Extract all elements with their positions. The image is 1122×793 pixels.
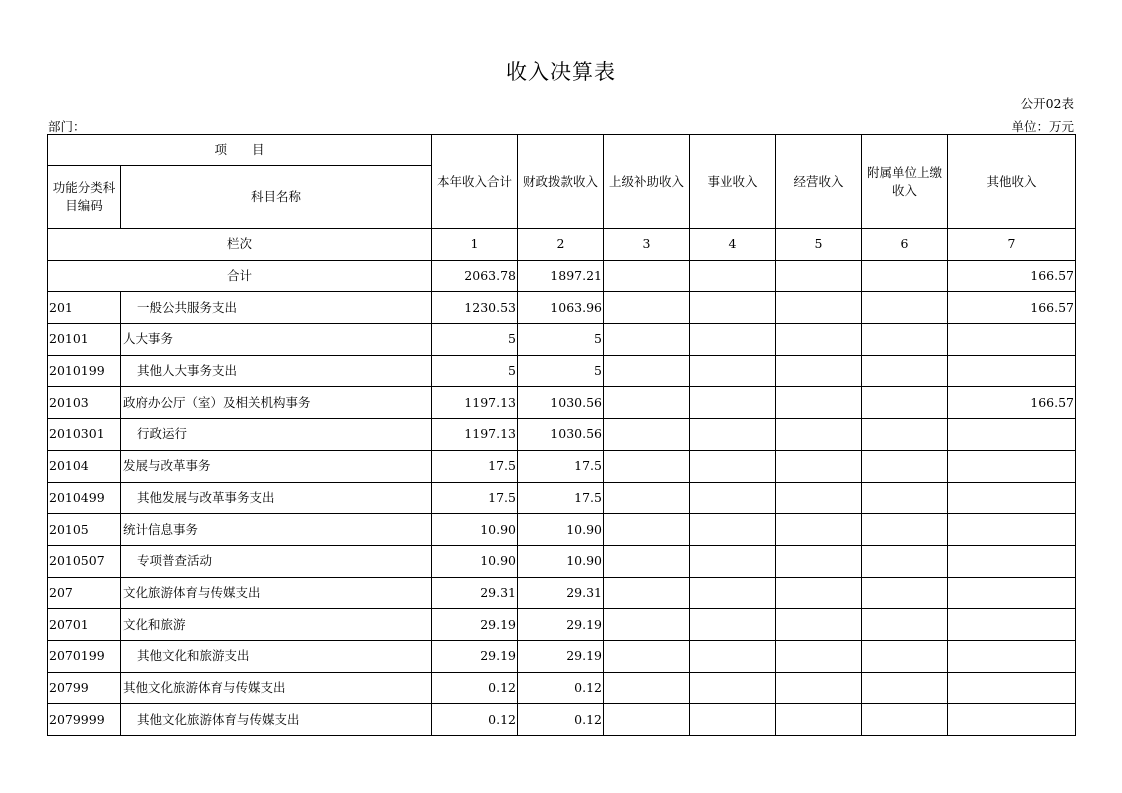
column-number: 1	[432, 229, 518, 261]
row-value	[862, 387, 948, 419]
row-code: 20799	[48, 672, 121, 704]
row-value	[690, 672, 776, 704]
row-value	[776, 387, 862, 419]
row-value	[948, 640, 1076, 672]
row-subject-name: 其他文化旅游体育与传媒支出	[121, 672, 432, 704]
row-value	[948, 704, 1076, 736]
row-code: 20104	[48, 450, 121, 482]
table-row	[48, 450, 1076, 482]
row-value: 0.12	[518, 704, 604, 736]
row-value: 29.19	[432, 640, 518, 672]
row-value	[776, 640, 862, 672]
table-row	[48, 704, 1076, 736]
row-value: 0.12	[432, 672, 518, 704]
row-value	[776, 482, 862, 514]
row-value: 17.5	[432, 482, 518, 514]
total-value	[690, 260, 776, 292]
row-subject-name: 发展与改革事务	[121, 450, 432, 482]
row-value	[690, 482, 776, 514]
table-row	[48, 387, 1076, 419]
row-subject-name: 行政运行	[121, 419, 432, 451]
header-subject-name: 科目名称	[121, 166, 432, 229]
header-col-4: 事业收入	[690, 135, 776, 229]
table-row	[48, 672, 1076, 704]
column-number: 5	[776, 229, 862, 261]
row-value	[948, 324, 1076, 356]
row-value	[862, 609, 948, 641]
row-value	[776, 545, 862, 577]
total-value: 2063.78	[432, 260, 518, 292]
row-value: 10.90	[432, 545, 518, 577]
row-subject-name: 文化和旅游	[121, 609, 432, 641]
row-value	[862, 704, 948, 736]
row-value: 166.57	[948, 292, 1076, 324]
row-value	[690, 355, 776, 387]
table-row	[48, 609, 1076, 641]
row-value	[776, 577, 862, 609]
row-value	[690, 704, 776, 736]
header-func-code: 功能分类科目编码	[48, 166, 121, 229]
table-row	[48, 514, 1076, 546]
row-value	[862, 514, 948, 546]
row-value	[690, 292, 776, 324]
row-value: 1230.53	[432, 292, 518, 324]
row-value: 17.5	[518, 450, 604, 482]
row-value: 29.19	[518, 609, 604, 641]
row-value	[604, 387, 690, 419]
row-value: 0.12	[432, 704, 518, 736]
row-value	[690, 419, 776, 451]
row-value	[690, 387, 776, 419]
row-value	[862, 482, 948, 514]
total-row	[48, 260, 1076, 292]
header-col-2: 财政拨款收入	[518, 135, 604, 229]
row-subject-name: 专项普查活动	[121, 545, 432, 577]
row-value	[862, 355, 948, 387]
row-code: 2010507	[48, 545, 121, 577]
row-subject-name: 其他人大事务支出	[121, 355, 432, 387]
row-value	[776, 672, 862, 704]
row-value	[862, 577, 948, 609]
row-code: 207	[48, 577, 121, 609]
column-numbers-label: 栏次	[48, 229, 432, 261]
row-code: 2010301	[48, 419, 121, 451]
row-value	[604, 577, 690, 609]
row-value	[690, 450, 776, 482]
row-value: 5	[518, 355, 604, 387]
header-col-3: 上级补助收入	[604, 135, 690, 229]
total-value: 1897.21	[518, 260, 604, 292]
header-col-1: 本年收入合计	[432, 135, 518, 229]
row-value	[604, 704, 690, 736]
row-value	[604, 672, 690, 704]
table-row	[48, 324, 1076, 356]
row-value: 29.31	[518, 577, 604, 609]
total-value	[604, 260, 690, 292]
row-value: 10.90	[432, 514, 518, 546]
page-title: 收入决算表	[506, 60, 616, 84]
column-number: 3	[604, 229, 690, 261]
row-value	[690, 545, 776, 577]
row-value: 5	[432, 355, 518, 387]
row-code: 20701	[48, 609, 121, 641]
row-code: 20101	[48, 324, 121, 356]
row-code: 2070199	[48, 640, 121, 672]
unit-label: 单位：万元	[1011, 119, 1074, 134]
row-value	[690, 640, 776, 672]
row-value	[948, 609, 1076, 641]
row-subject-name: 统计信息事务	[121, 514, 432, 546]
table-row	[48, 292, 1076, 324]
row-value: 1197.13	[432, 387, 518, 419]
table-row	[48, 355, 1076, 387]
row-subject-name: 政府办公厅（室）及相关机构事务	[121, 387, 432, 419]
row-subject-name: 文化旅游体育与传媒支出	[121, 577, 432, 609]
row-value	[604, 450, 690, 482]
row-value	[690, 324, 776, 356]
row-value: 5	[518, 324, 604, 356]
row-value: 29.19	[432, 609, 518, 641]
header-col-7: 其他收入	[948, 135, 1076, 229]
row-subject-name: 其他发展与改革事务支出	[121, 482, 432, 514]
column-number: 4	[690, 229, 776, 261]
row-value	[776, 292, 862, 324]
row-value	[862, 419, 948, 451]
header-col-6: 附属单位上缴收入	[862, 135, 948, 229]
row-value	[776, 324, 862, 356]
row-value: 166.57	[948, 387, 1076, 419]
row-value	[948, 514, 1076, 546]
row-value: 1063.96	[518, 292, 604, 324]
row-value: 1030.56	[518, 419, 604, 451]
row-value	[604, 609, 690, 641]
row-value	[604, 640, 690, 672]
row-value	[604, 292, 690, 324]
row-value	[862, 292, 948, 324]
header-col-5: 经营收入	[776, 135, 862, 229]
row-value	[948, 419, 1076, 451]
column-number: 2	[518, 229, 604, 261]
row-subject-name: 人大事务	[121, 324, 432, 356]
form-code: 公开02表	[1020, 96, 1074, 111]
row-value	[948, 482, 1076, 514]
department-label: 部门：	[48, 119, 86, 134]
row-value	[690, 577, 776, 609]
row-value	[948, 545, 1076, 577]
row-value	[776, 514, 862, 546]
table-row	[48, 545, 1076, 577]
row-value	[862, 450, 948, 482]
row-value	[776, 609, 862, 641]
row-value	[604, 355, 690, 387]
row-code: 2079999	[48, 704, 121, 736]
row-value: 10.90	[518, 514, 604, 546]
total-value	[776, 260, 862, 292]
row-value	[862, 324, 948, 356]
income-table	[47, 134, 1076, 736]
row-value: 1030.56	[518, 387, 604, 419]
column-number: 6	[862, 229, 948, 261]
row-code: 2010199	[48, 355, 121, 387]
column-number: 7	[948, 229, 1076, 261]
row-value	[948, 672, 1076, 704]
row-code: 20103	[48, 387, 121, 419]
row-value: 17.5	[432, 450, 518, 482]
row-value: 1197.13	[432, 419, 518, 451]
row-value	[604, 324, 690, 356]
row-value	[604, 419, 690, 451]
row-value: 17.5	[518, 482, 604, 514]
row-value: 29.31	[432, 577, 518, 609]
row-value: 10.90	[518, 545, 604, 577]
row-value	[604, 514, 690, 546]
table-row	[48, 577, 1076, 609]
row-value	[776, 704, 862, 736]
row-value	[948, 355, 1076, 387]
table-row	[48, 482, 1076, 514]
row-value	[604, 545, 690, 577]
row-code: 20105	[48, 514, 121, 546]
total-value	[862, 260, 948, 292]
row-code: 2010499	[48, 482, 121, 514]
row-value	[948, 577, 1076, 609]
row-value	[776, 450, 862, 482]
row-value	[776, 419, 862, 451]
row-subject-name: 其他文化和旅游支出	[121, 640, 432, 672]
row-subject-name: 一般公共服务支出	[121, 292, 432, 324]
total-label: 合计	[48, 260, 432, 292]
row-value	[690, 609, 776, 641]
header-project: 项 目	[48, 135, 432, 166]
row-subject-name: 其他文化旅游体育与传媒支出	[121, 704, 432, 736]
row-value	[690, 514, 776, 546]
row-value	[862, 672, 948, 704]
row-value	[862, 640, 948, 672]
row-value	[604, 482, 690, 514]
row-code: 201	[48, 292, 121, 324]
row-value	[776, 355, 862, 387]
row-value	[862, 545, 948, 577]
total-value: 166.57	[948, 260, 1076, 292]
row-value	[948, 450, 1076, 482]
row-value: 5	[432, 324, 518, 356]
table-row	[48, 640, 1076, 672]
row-value: 29.19	[518, 640, 604, 672]
row-value: 0.12	[518, 672, 604, 704]
table-row	[48, 419, 1076, 451]
